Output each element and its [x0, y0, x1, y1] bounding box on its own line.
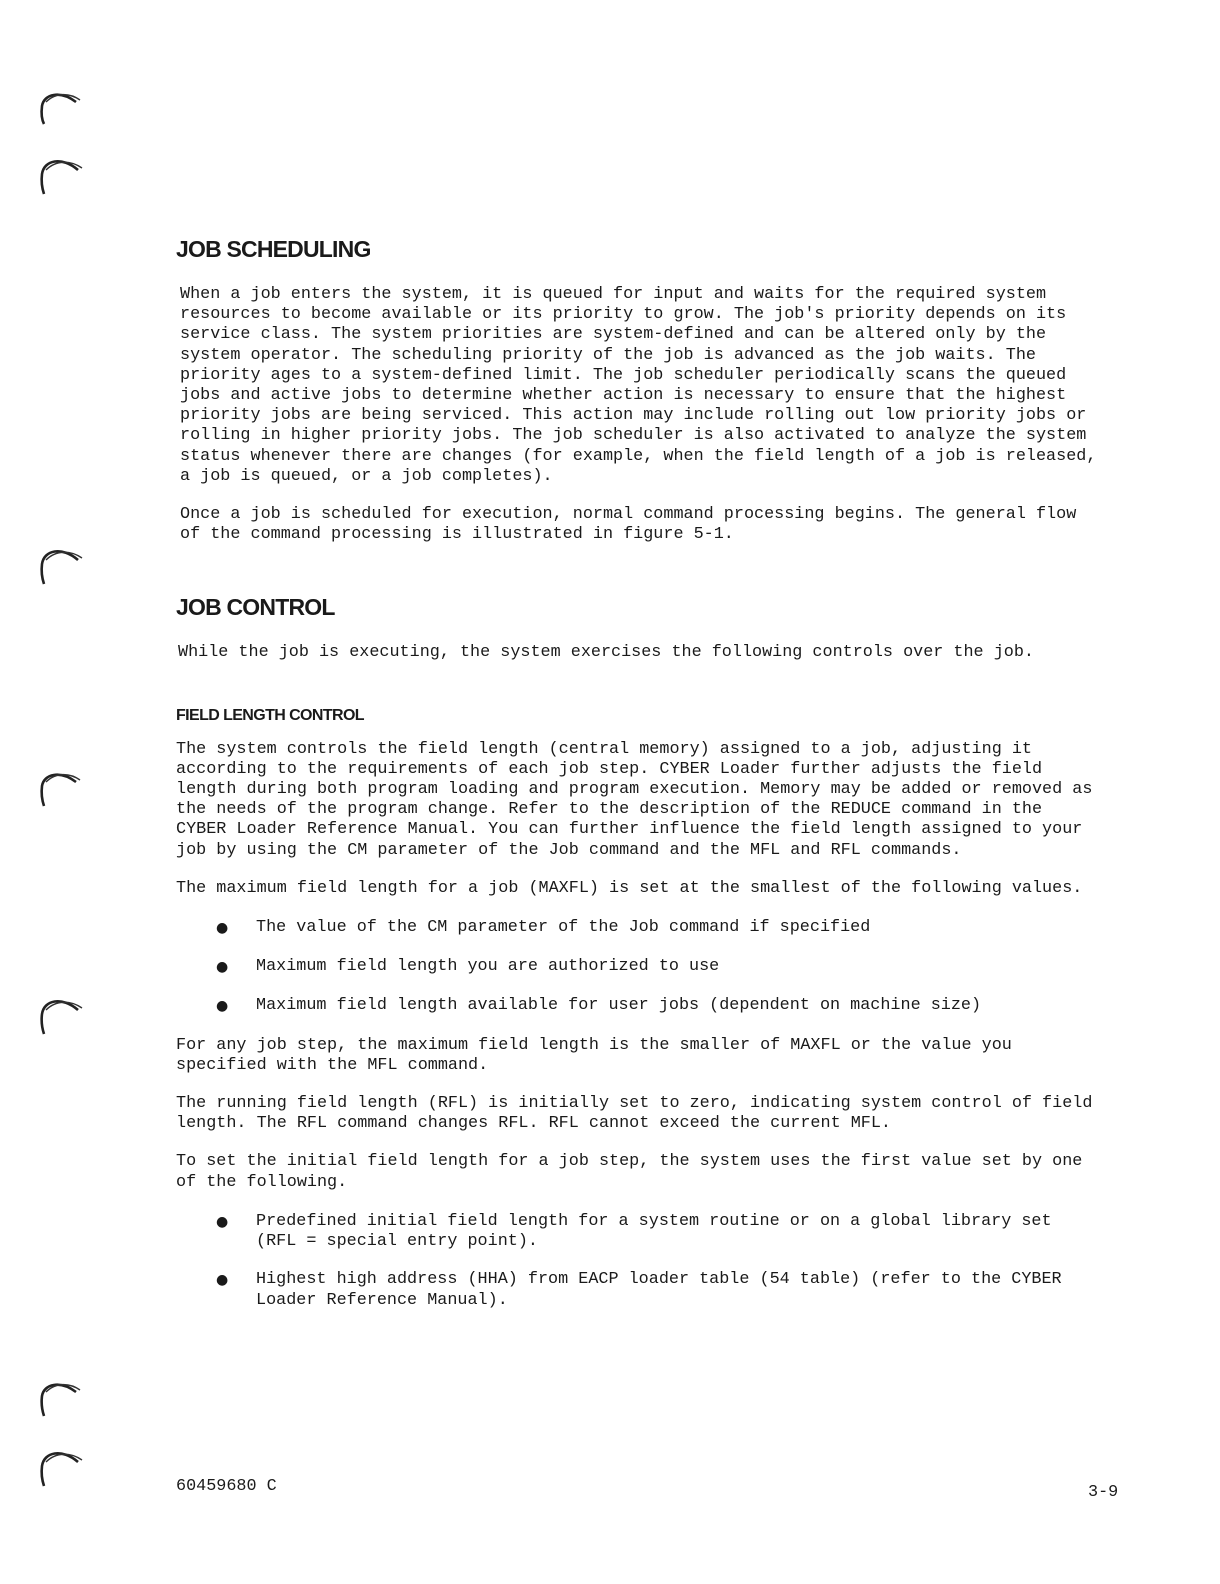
list-item-text: The value of the CM parameter of the Job command if specified	[256, 918, 871, 938]
punch-hole-mark	[30, 1374, 90, 1434]
punch-hole-mark	[30, 990, 90, 1050]
bullet-list-maxfl	[176, 918, 1136, 1017]
list-item	[176, 918, 1136, 938]
page-body	[176, 236, 1136, 1311]
bullet-icon: ●	[216, 1272, 229, 1289]
document-number: 60459680 C	[176, 1477, 277, 1496]
paragraph: When a job enters the system, it is queued for input and waits for the required system resources to become available or its priority to grow. The job's priority depends on its service class. The system priorities are system-defined and can be altered only by the system operator. The scheduling priority of the job is advanced as the job waits. The priority ages to a system-defined limit. The job scheduler periodically scans the queued jobs and active jobs to determine whether action is necessary to ensure that the highest priority jobs are being serviced. This action may include rolling out low priority jobs or rolling in higher priority jobs. The job scheduler is also activated to analyze the system status whenever there are changes (for example, when the field length of a job is released, a job is queued, or a job completes).	[180, 285, 1097, 486]
paragraph: The system controls the field length (central memory) assigned to a job, adjusting it according to the requirements of each job step. CYBER Loader further adjusts the field length during both program loading and program execution. Memory may be added or removed as the needs of the program change. Refer to the description of the REDUCE command in the CYBER Loader Reference Manual. You can further influence the field length assigned to your job by using the CM parameter of the Job command and the MFL and RFL commands.	[176, 739, 1093, 860]
list-item	[176, 1270, 1136, 1310]
bullet-icon: ●	[216, 1213, 229, 1230]
punch-hole-mark	[30, 150, 90, 210]
list-item	[176, 996, 1136, 1016]
list-item	[176, 957, 1136, 977]
subsection-heading-field-length-control: FIELD LENGTH CONTROL	[176, 706, 364, 724]
bullet-list-initial-fl	[176, 1212, 1136, 1311]
list-item-text: Predefined initial field length for a system routine or on a global library set (RFL = special entry point).	[256, 1211, 1052, 1252]
punch-hole-mark	[30, 538, 90, 598]
list-item	[176, 1212, 1136, 1252]
paragraph: While the job is executing, the system exercises the following controls over the job.	[178, 643, 1034, 663]
paragraph: The maximum field length for a job (MAXFL) is set at the smallest of the following values.	[176, 878, 1083, 898]
paragraph: Once a job is scheduled for execution, normal command processing begins. The general flow of the command processing is illustrated in figure 5-1.	[180, 505, 1077, 545]
list-item-text: Maximum field length available for user jobs (dependent on machine size)	[256, 996, 982, 1016]
punch-hole-mark	[30, 1442, 90, 1502]
section-heading-job-scheduling: JOB SCHEDULING	[176, 236, 371, 262]
paragraph: For any job step, the maximum field length is the smaller of MAXFL or the value you specified with the MFL command.	[176, 1035, 1012, 1075]
list-item-text: Maximum field length you are authorized to use	[256, 957, 720, 977]
section-heading-job-control: JOB CONTROL	[176, 594, 335, 621]
bullet-icon: ●	[216, 920, 229, 937]
punch-hole-mark	[30, 764, 90, 824]
punch-hole-mark	[30, 84, 90, 144]
bullet-icon: ●	[216, 959, 229, 976]
paragraph: The running field length (RFL) is initially set to zero, indicating system control of field length. The RFL command changes RFL. RFL cannot exceed the current MFL.	[176, 1094, 1093, 1134]
paragraph: To set the initial field length for a job step, the system uses the first value set by one of the following.	[176, 1152, 1083, 1192]
page-number: 3-9	[1088, 1483, 1119, 1502]
bullet-icon: ●	[216, 998, 229, 1015]
list-item-text: Highest high address (HHA) from EACP loader table (54 table) (refer to the CYBER Loader Reference Manual).	[256, 1270, 1062, 1310]
